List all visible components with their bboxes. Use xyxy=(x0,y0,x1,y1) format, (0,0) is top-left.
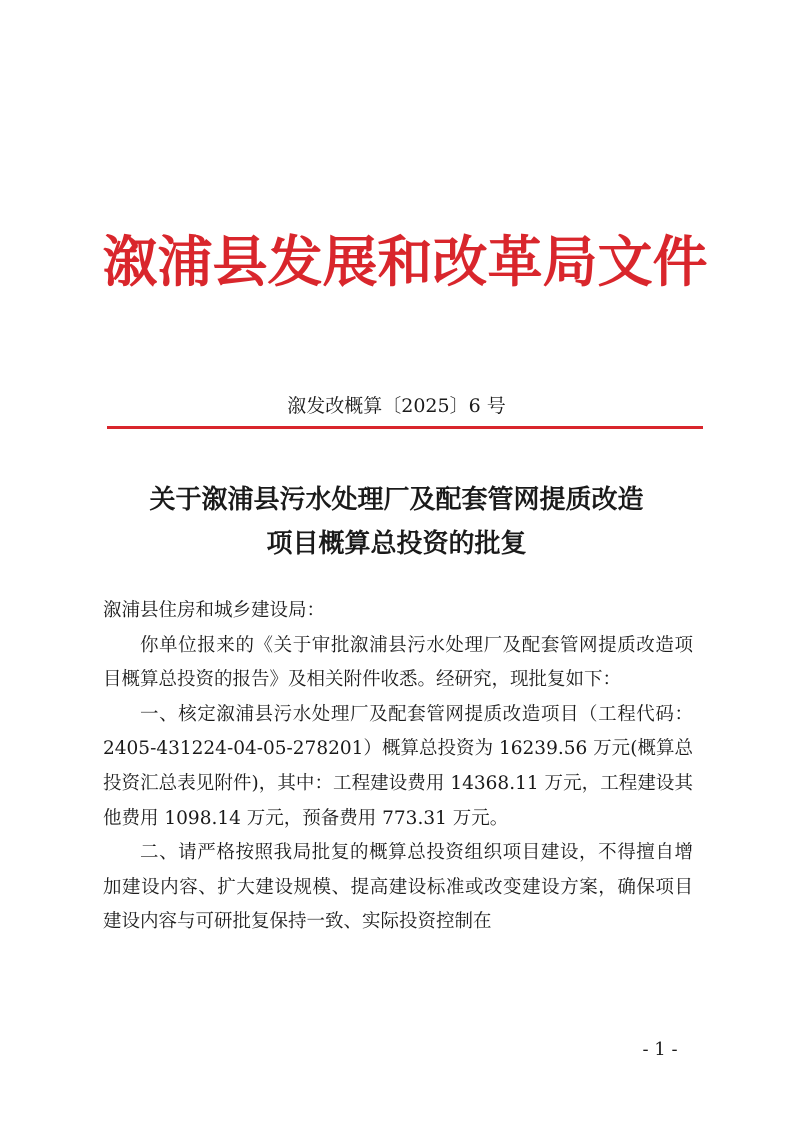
paragraph-item-2: 二、请严格按照我局批复的概算总投资组织项目建设，不得擅自增加建设内容、扩大建设规模、提高建设标准或改变建设方案，确保项目建设内容与可研批复保持一致、实际投资控制在 xyxy=(103,842,693,933)
document-title xyxy=(60,478,733,566)
paragraph-item-1: 一、核定溆浦县污水处理厂及配套管网提质改造项目（工程代码：2405-431224-04-05-278201）概算总投资为 16239.56 万元(概算总投资汇总表见附件)，其中：工程建设费用 14368.11 万元，工程建设其他费用 1098.14 万元，预备费用 773.31 万元。 xyxy=(103,703,693,829)
title-line-2: 项目概算总投资的批复 xyxy=(266,529,527,559)
issuer-red-header: 溆浦县发展和改革局文件 xyxy=(102,229,708,294)
page-number: - 1 - xyxy=(642,1039,678,1060)
salutation: 溆浦县住房和城乡建设局： xyxy=(103,600,326,621)
document-body xyxy=(103,594,693,940)
paragraph-intro: 你单位报来的《关于审批溆浦县污水处理厂及配套管网提质改造项目概算总投资的报告》及相关附件收悉。经研究，现批复如下： xyxy=(103,634,693,691)
title-line-1: 关于溆浦县污水处理厂及配套管网提质改造 xyxy=(149,485,644,515)
red-separator-line xyxy=(107,426,703,429)
document-number: 溆发改概算〔2025〕6 号 xyxy=(287,395,506,417)
